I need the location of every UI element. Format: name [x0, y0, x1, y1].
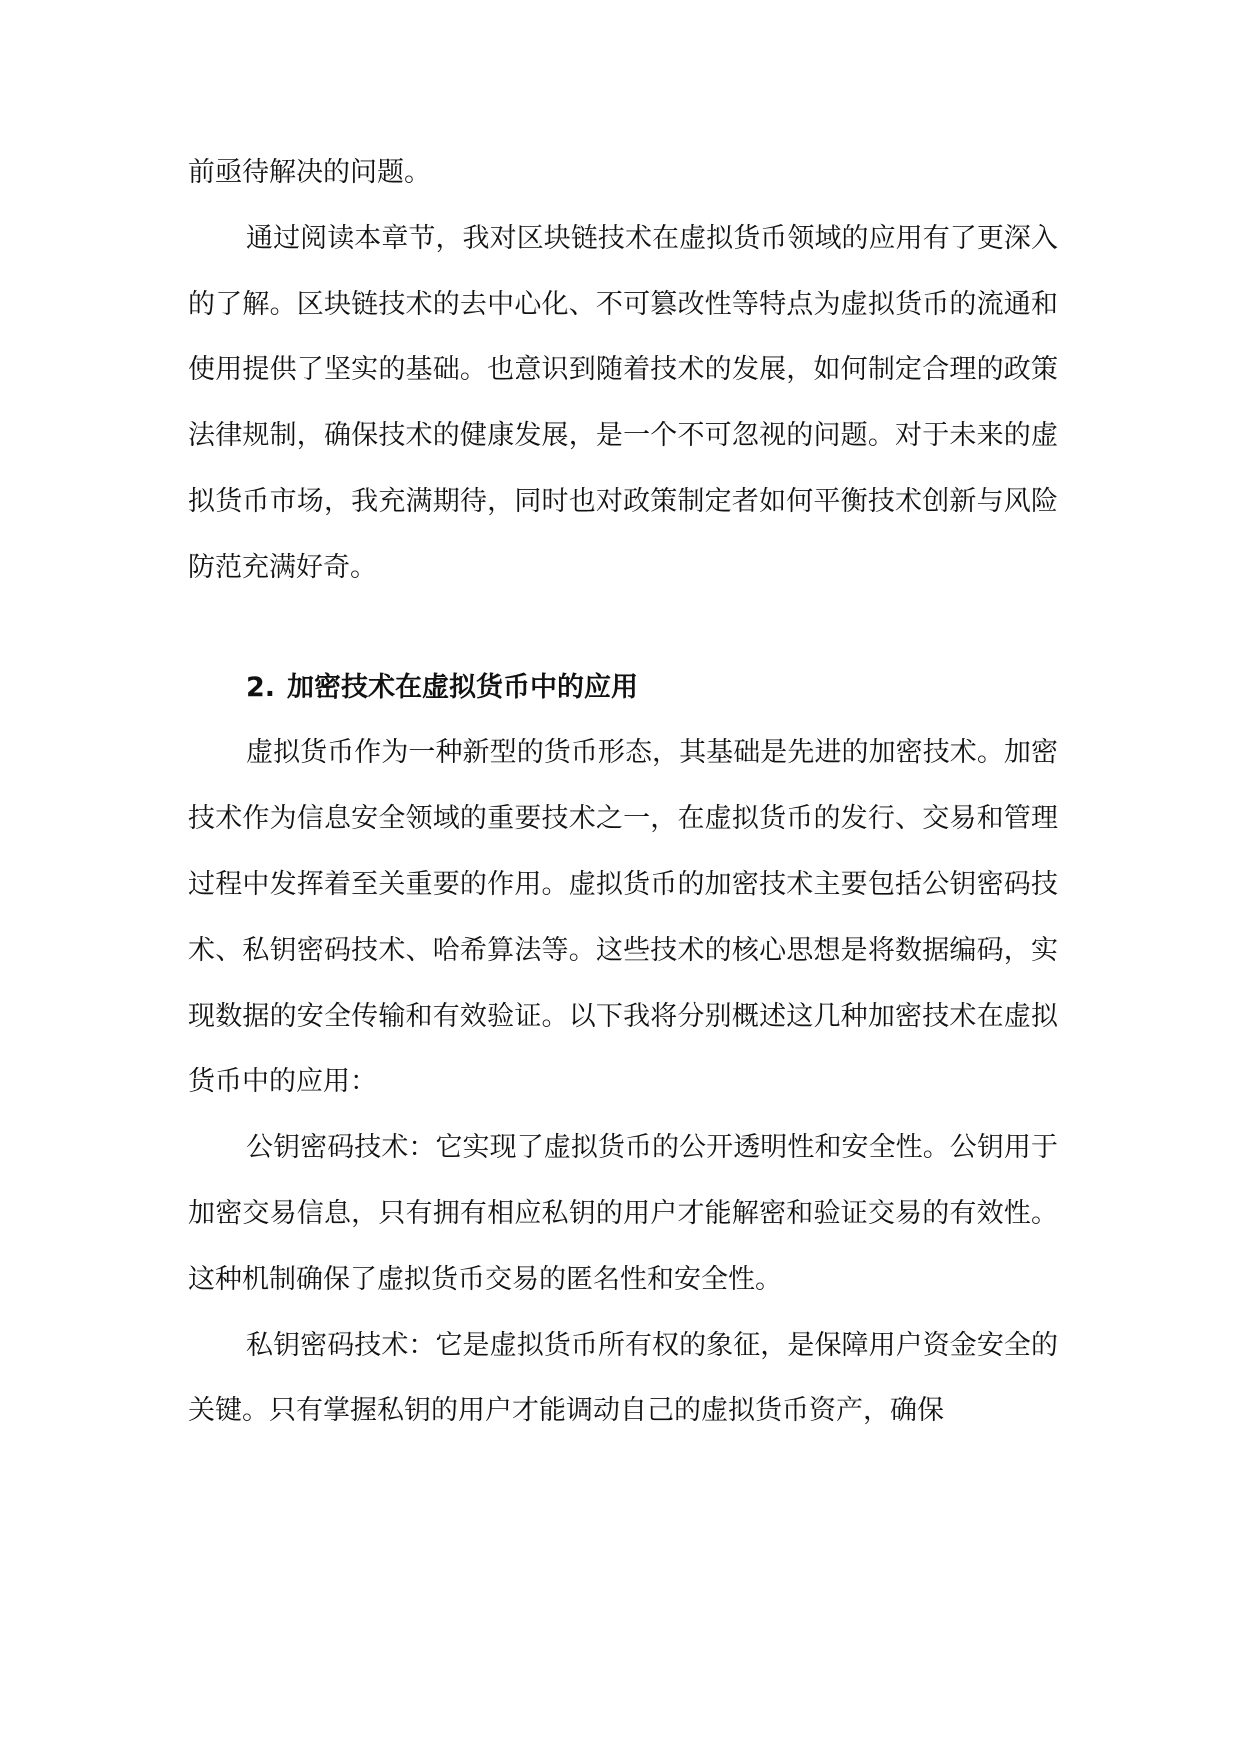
paragraph-private-key: 私钥密码技术：它是虚拟货币所有权的象征，是保障用户资金安全的关键。只有掌握私钥的用户才能调动自己的虚拟货币资产，确保: [188, 1329, 1058, 1427]
section-number: 2.: [246, 671, 276, 703]
paragraph-public-key: 公钥密码技术：它实现了虚拟货币的公开透明性和安全性。公钥用于加密交易信息，只有拥有相应私钥的用户才能解密和验证交易的有效性。这种机制确保了虚拟货币交易的匿名性和安全性。: [188, 1132, 1058, 1295]
section-title: 加密技术在虚拟货币中的应用: [287, 671, 639, 703]
section-heading: [188, 655, 1058, 721]
document-page: [188, 140, 1058, 1444]
paragraph-continuation: 前亟待解决的问题。: [188, 157, 431, 188]
paragraph-reflection: 通过阅读本章节，我对区块链技术在虚拟货币领域的应用有了更深入的了解。区块链技术的去中心化、不可篡改性等特点为虚拟货币的流通和使用提供了坚实的基础。也意识到随着技术的发展，如何制定合理的政策法律规制，确保技术的健康发展，是一个不可忽视的问题。对于未来的虚拟货币市场，我充满期待，同时也对政策制定者如何平衡技术创新与风险防范充满好奇。: [188, 222, 1058, 583]
paragraph-intro: 虚拟货币作为一种新型的货币形态，其基础是先进的加密技术。加密技术作为信息安全领域的重要技术之一，在虚拟货币的发行、交易和管理过程中发挥着至关重要的作用。虚拟货币的加密技术主要包括公钥密码技术、私钥密码技术、哈希算法等。这些技术的核心思想是将数据编码，实现数据的安全传输和有效验证。以下我将分别概述这几种加密技术在虚拟货币中的应用：: [188, 737, 1058, 1098]
